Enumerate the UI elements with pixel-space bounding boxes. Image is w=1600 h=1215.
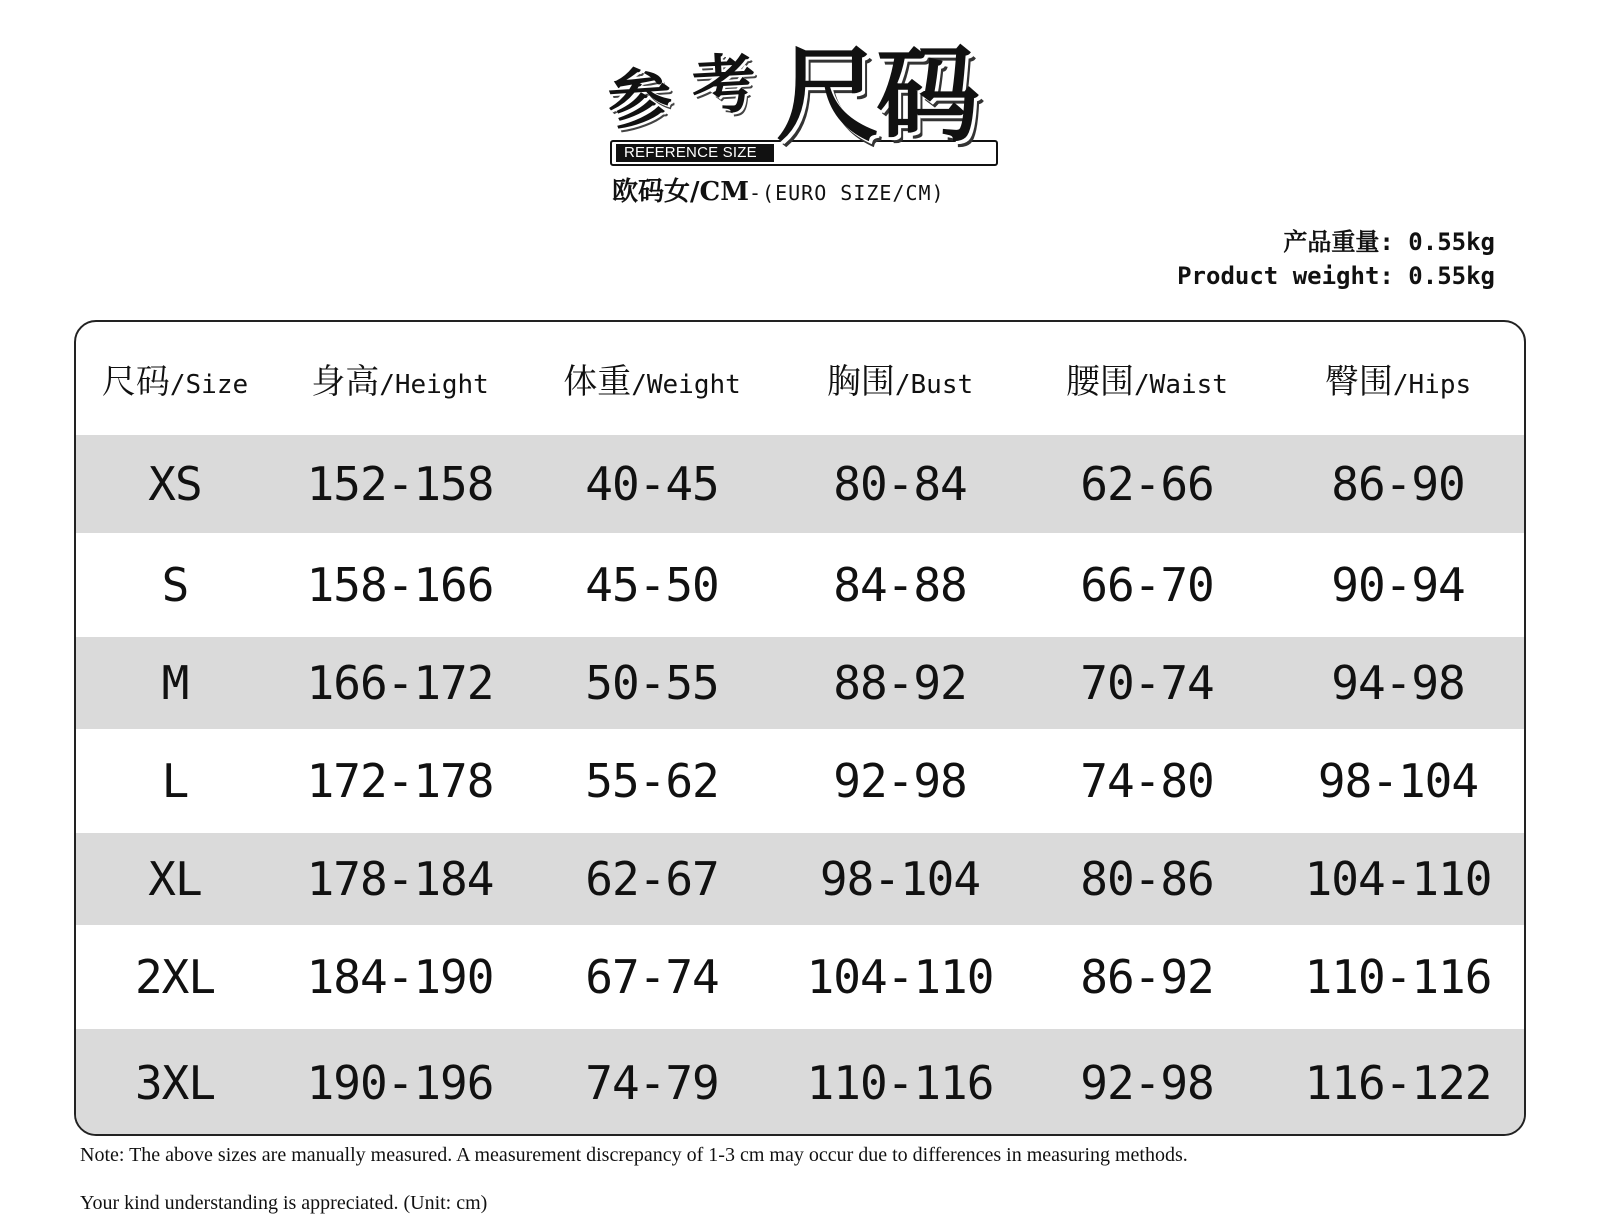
title-main: 尺码 xyxy=(776,33,977,156)
header-hips: 臀围/Hips xyxy=(1324,362,1472,402)
subtitle xyxy=(612,176,945,209)
header-bust: 胸围/Bust xyxy=(826,362,974,402)
table-row: XS 152-158 40-45 80-84 62-66 86-90 xyxy=(76,435,1524,533)
header-height: 身高/Height xyxy=(311,362,489,402)
table-row: XL 178-184 62-67 98-104 80-86 104-110 xyxy=(76,833,1524,925)
header-size: 尺码/Size xyxy=(101,362,249,402)
header-waist: 腰围/Waist xyxy=(1066,362,1228,402)
subtitle-cn: 欧码女/CM xyxy=(612,177,749,207)
table-row: 2XL 184-190 67-74 104-110 86-92 110-116 xyxy=(134,950,1492,1004)
title-char-2: 考 xyxy=(690,46,756,125)
title-char-1: 参 xyxy=(605,59,673,140)
note-line-1: Note: The above sizes are manually measured. A measurement discrepancy of 1-3 cm may occur due to differences in measuring methods. xyxy=(80,1144,1188,1166)
title-logo xyxy=(605,33,1008,170)
note-line-2: Your kind understanding is appreciated. (Unit: cm) xyxy=(80,1192,488,1214)
size-table xyxy=(74,320,1526,1136)
table-header-row xyxy=(76,322,1524,435)
product-weight-cn: 产品重量: 0.55kg xyxy=(1283,228,1495,256)
reference-size-tag: REFERENCE SIZE xyxy=(616,144,774,162)
table-row: L 172-178 55-62 92-98 74-80 98-104 xyxy=(161,754,1479,808)
table-row: M 166-172 50-55 88-92 70-74 94-98 xyxy=(76,637,1524,729)
header-weight: 体重/Weight xyxy=(563,362,741,402)
subtitle-en: -(EURO SIZE/CM) xyxy=(748,181,945,205)
table-row: 3XL 190-196 74-79 110-116 92-98 116-122 xyxy=(76,1029,1524,1136)
product-weight-en: Product weight: 0.55kg xyxy=(1177,262,1495,290)
table-row: S 158-166 45-50 84-88 66-70 90-94 xyxy=(161,558,1465,612)
